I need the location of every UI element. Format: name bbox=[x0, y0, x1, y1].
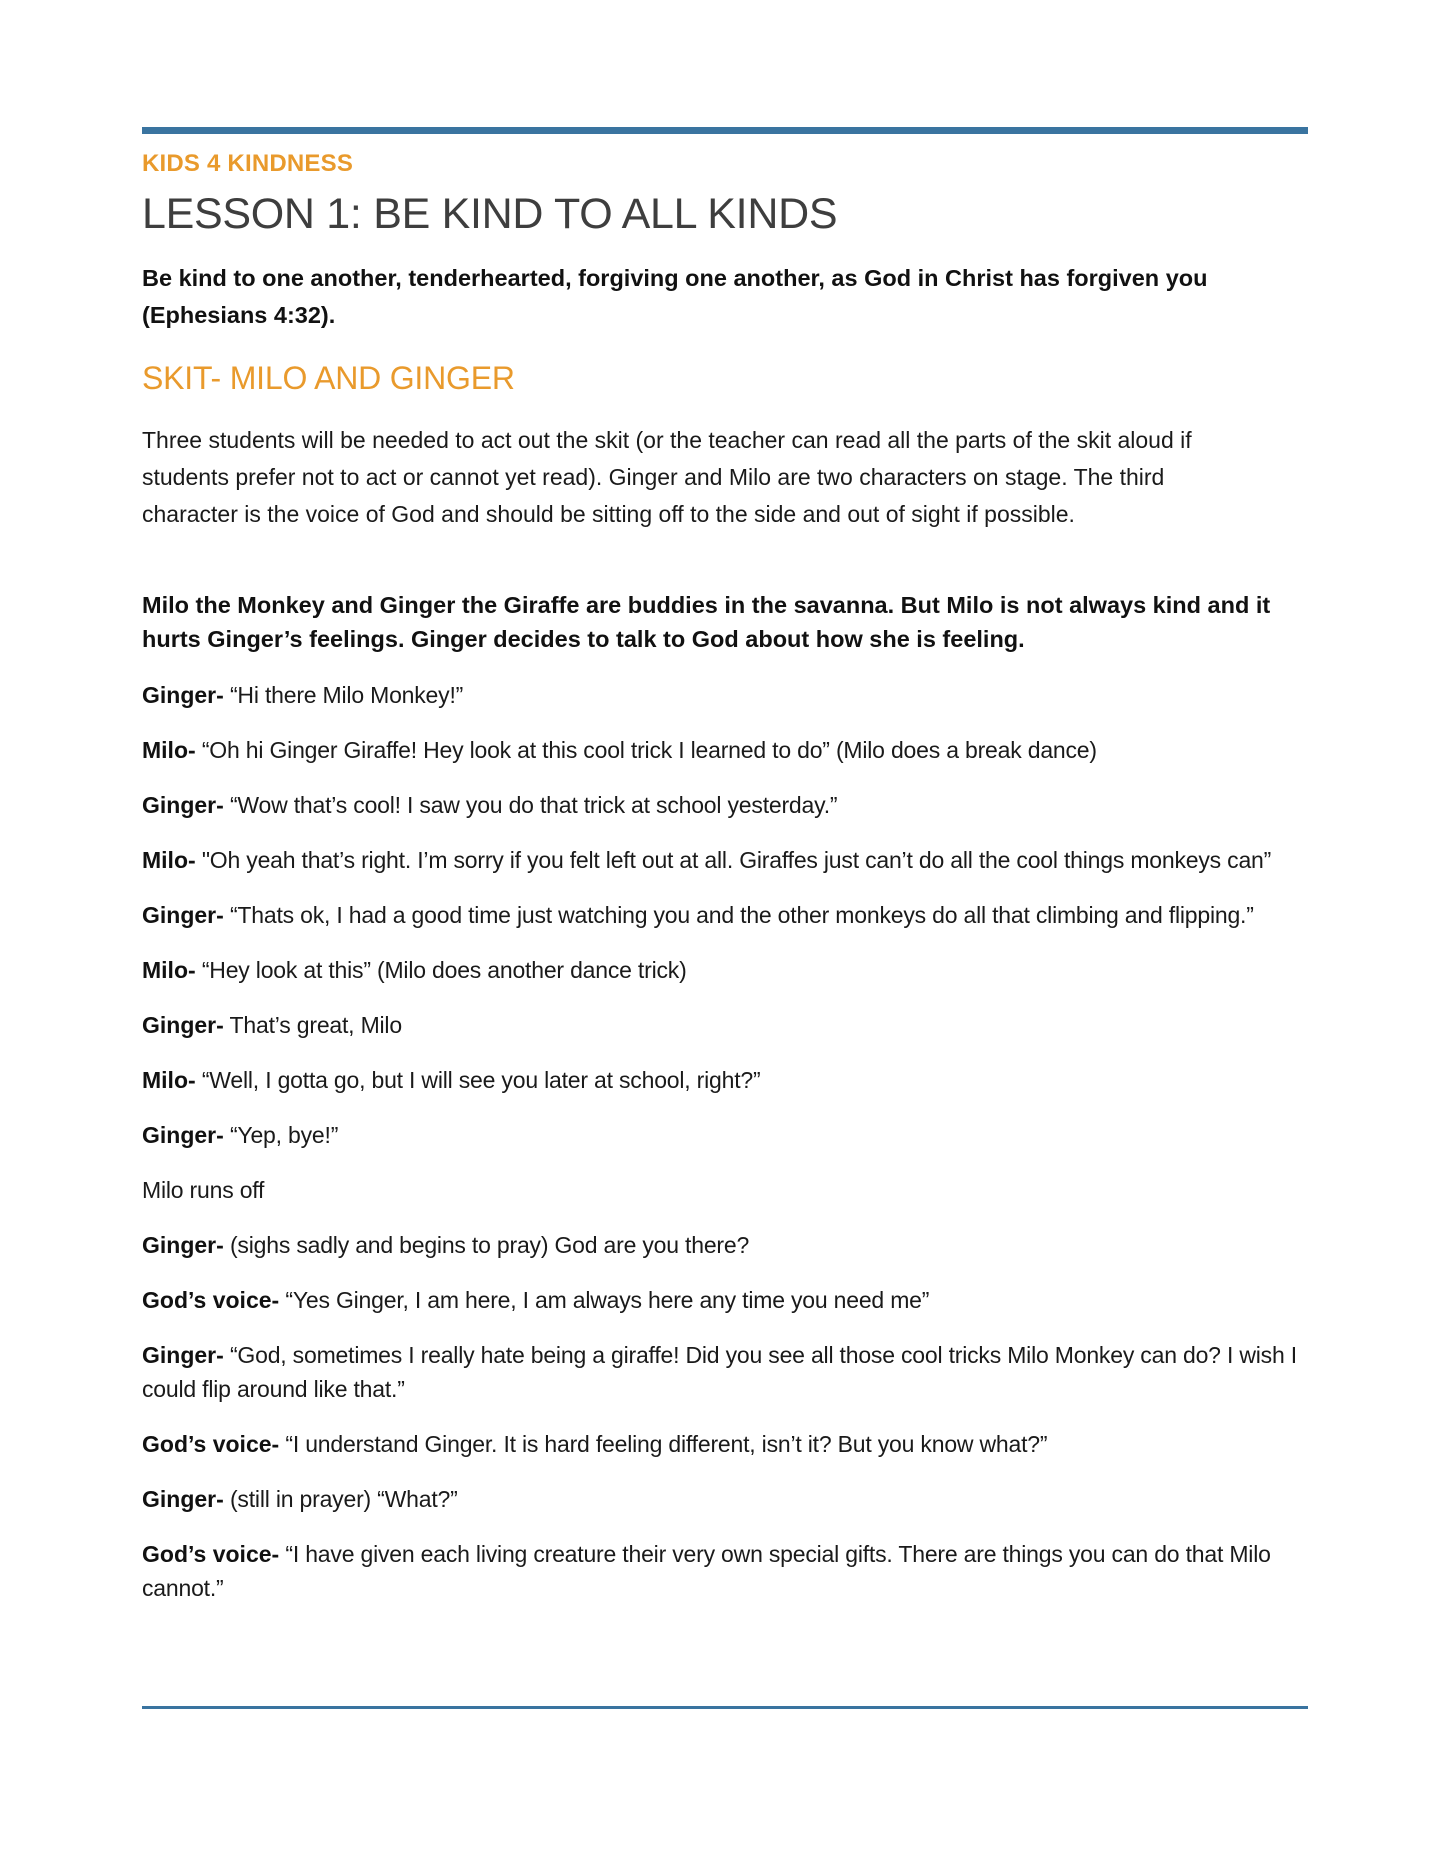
skit-title: SKIT- MILO AND GINGER bbox=[142, 360, 515, 396]
dialogue-line bbox=[142, 733, 1308, 767]
speaker: Ginger- bbox=[142, 1012, 224, 1038]
speaker: God’s voice- bbox=[142, 1431, 280, 1457]
speaker: Milo- bbox=[142, 1067, 196, 1093]
verse-line: Be kind to one another, tenderhearted, forgiving one another, as God in Christ has forgiven you bbox=[142, 265, 1208, 291]
speaker: Ginger- bbox=[142, 1232, 224, 1258]
series-title: KIDS 4 KINDNESS bbox=[142, 150, 354, 177]
dialogue-line bbox=[142, 1008, 1308, 1042]
dialogue-line bbox=[142, 678, 1308, 712]
dialogue-line bbox=[142, 843, 1308, 877]
dialogue-line bbox=[142, 1228, 1308, 1262]
dialogue-line bbox=[142, 1283, 1308, 1317]
setup-line: hurts Ginger’s feelings. Ginger decides to talk to God about how she is feeling. bbox=[142, 626, 1025, 652]
speaker: Ginger- bbox=[142, 792, 224, 818]
dialogue-text: That’s great, Milo bbox=[223, 1012, 402, 1038]
intro-line: Three students will be needed to act out the skit (or the teacher can read all the parts of the skit aloud if bbox=[142, 427, 1192, 453]
dialogue-line bbox=[142, 1338, 1308, 1406]
dialogue-text: (sighs sadly and begins to pray) God are you there? bbox=[223, 1232, 750, 1258]
dialogue-text: “Yep, bye!” bbox=[223, 1122, 339, 1148]
speaker: God’s voice- bbox=[142, 1287, 280, 1313]
dialogue-text: “Hi there Milo Monkey!” bbox=[223, 682, 464, 708]
intro-line: character is the voice of God and should be sitting off to the side and out of sight if possible. bbox=[142, 501, 1075, 527]
setup-line: Milo the Monkey and Ginger the Giraffe are buddies in the savanna. But Milo is not always kind and it bbox=[142, 592, 1271, 618]
dialogue-text: “I understand Ginger. It is hard feeling different, isn’t it? But you know what?” bbox=[279, 1431, 1048, 1457]
dialogue bbox=[142, 678, 1308, 1626]
speaker: Ginger- bbox=[142, 902, 224, 928]
speaker: Milo- bbox=[142, 957, 196, 983]
intro-line: students prefer not to act or cannot yet read). Ginger and Milo are two characters on stage. The third bbox=[142, 464, 1165, 490]
speaker: Milo- bbox=[142, 847, 196, 873]
skit-intro bbox=[142, 422, 1308, 533]
skit-setup bbox=[142, 588, 1308, 656]
dialogue-line bbox=[142, 1063, 1308, 1097]
verse-line: (Ephesians 4:32). bbox=[142, 302, 336, 328]
dialogue-text: “God, sometimes I really hate being a giraffe! Did you see all those cool tricks Milo Monkey can do? I wish I could flip around like that.” bbox=[142, 1342, 1297, 1402]
dialogue-line bbox=[142, 1482, 1308, 1516]
dialogue-text: “Oh hi Ginger Giraffe! Hey look at this cool trick I learned to do” (Milo does a break dance) bbox=[195, 737, 1097, 763]
dialogue-line bbox=[142, 788, 1308, 822]
dialogue-text: “I have given each living creature their very own special gifts. There are things you can do that Milo cannot.” bbox=[142, 1541, 1271, 1601]
dialogue-line bbox=[142, 1427, 1308, 1461]
speaker: Ginger- bbox=[142, 682, 224, 708]
dialogue-line bbox=[142, 1118, 1308, 1152]
top-divider bbox=[142, 127, 1308, 134]
dialogue-text: (still in prayer) “What?” bbox=[223, 1486, 458, 1512]
speaker: God’s voice- bbox=[142, 1541, 280, 1567]
dialogue-line bbox=[142, 953, 1308, 987]
scripture-verse bbox=[142, 260, 1308, 334]
speaker: Milo- bbox=[142, 737, 196, 763]
document-page bbox=[142, 0, 1308, 1870]
speaker: Ginger- bbox=[142, 1122, 224, 1148]
dialogue-text: “Wow that’s cool! I saw you do that trick at school yesterday.” bbox=[223, 792, 838, 818]
bottom-divider bbox=[142, 1706, 1308, 1709]
dialogue-text: “Thats ok, I had a good time just watching you and the other monkeys do all that climbing and flipping.” bbox=[223, 902, 1254, 928]
dialogue-text: “Hey look at this” (Milo does another dance trick) bbox=[195, 957, 687, 983]
speaker: Ginger- bbox=[142, 1486, 224, 1512]
dialogue-text: Milo runs off bbox=[142, 1177, 265, 1203]
dialogue-line bbox=[142, 1537, 1308, 1605]
dialogue-text: “Well, I gotta go, but I will see you later at school, right?” bbox=[195, 1067, 761, 1093]
dialogue-text: "Oh yeah that’s right. I’m sorry if you felt left out at all. Giraffes just can’t do all the cool things monkeys can” bbox=[195, 847, 1272, 873]
speaker: Ginger- bbox=[142, 1342, 224, 1368]
dialogue-text: “Yes Ginger, I am here, I am always here any time you need me” bbox=[279, 1287, 930, 1313]
stage-direction bbox=[142, 1173, 1308, 1207]
dialogue-line bbox=[142, 898, 1308, 932]
lesson-title: LESSON 1: BE KIND TO ALL KINDS bbox=[142, 190, 838, 238]
